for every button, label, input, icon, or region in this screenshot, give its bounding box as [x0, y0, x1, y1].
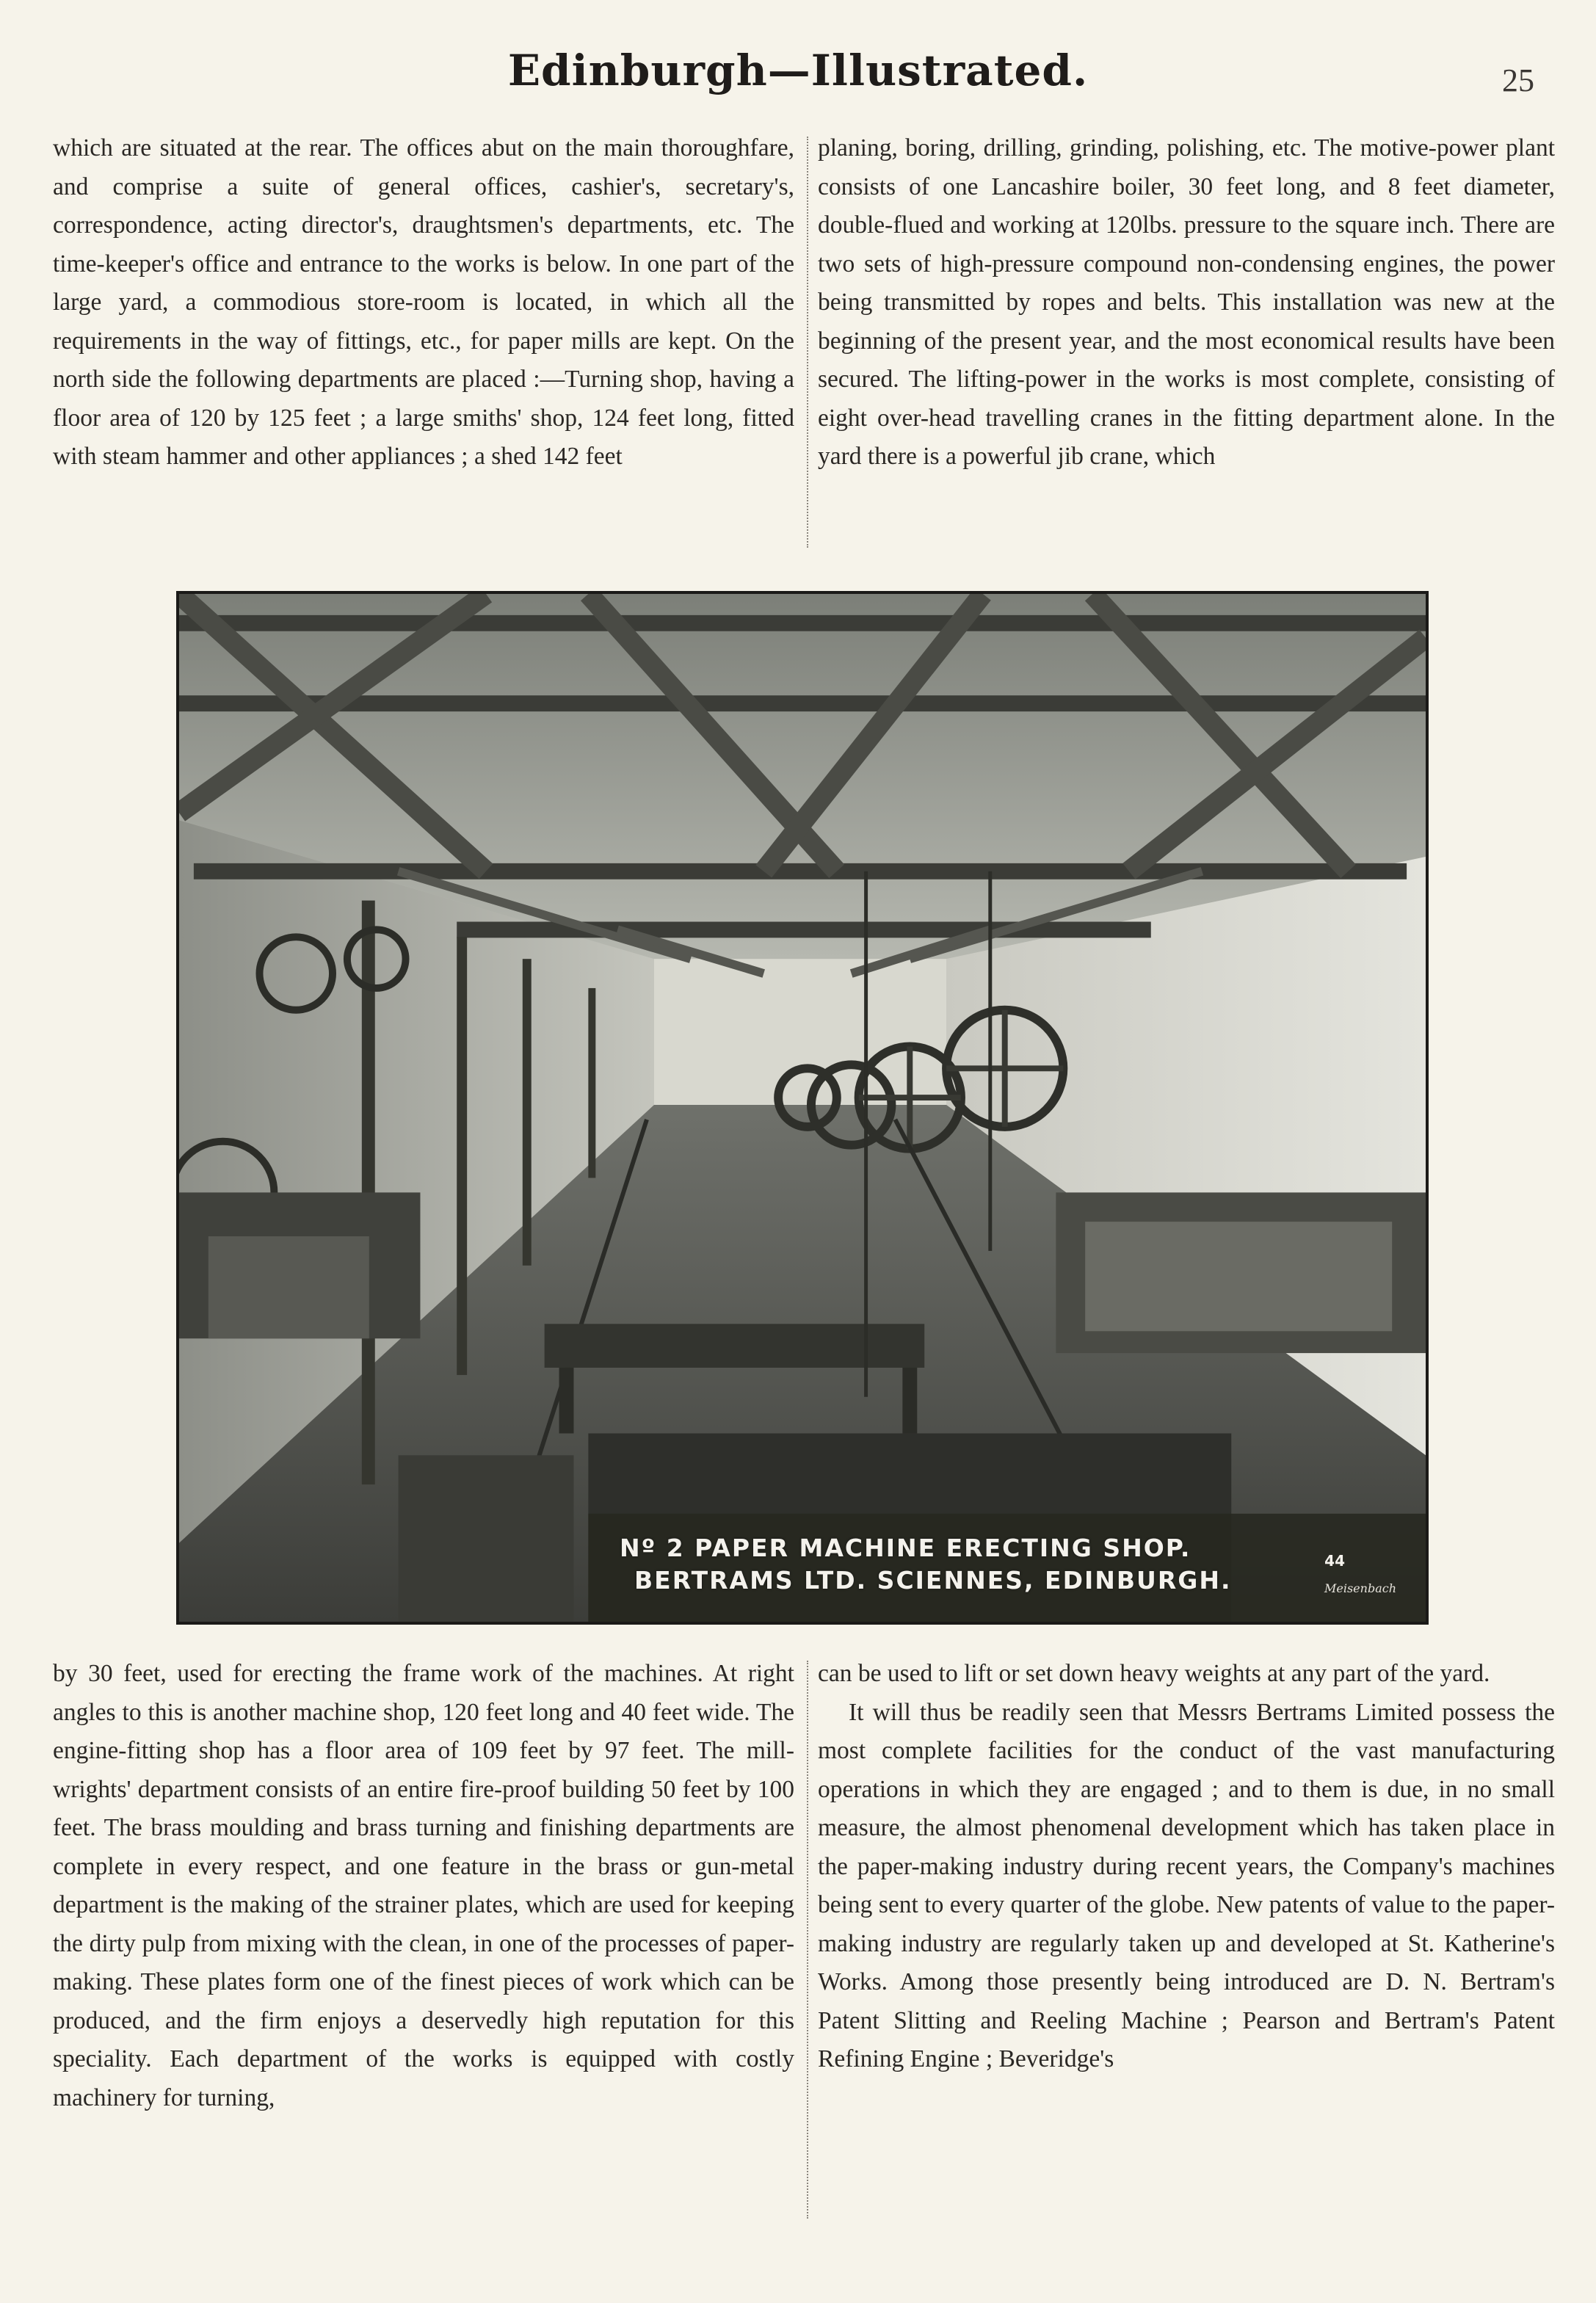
column-top-right	[818, 129, 1555, 476]
column-top-left	[53, 129, 794, 476]
page-number: 25	[1502, 62, 1534, 98]
paragraph: can be used to lift or set down heavy weights at any part of the yard.	[818, 1660, 1490, 1687]
workshop-photograph	[179, 594, 1426, 1622]
paragraph: which are situated at the rear. The offices abut on the main thoroughfare, and comprise a suite of general offices, cashier's, secretary's, correspondence, acting director's, draughtsmen's departments, etc. The time-keeper's office and entrance to the works is below. In one part of the large yard, a commodious store-room is located, in which all the requirements in the way of fittings, etc., for paper mills are kept. On the north side the following departments are placed :—Turning shop, having a floor area of 120 by 125 feet ; a large smiths' shop, 124 feet long, fitted with steam hammer and other appliances ; a shed 142 feet	[53, 134, 794, 470]
plate-number: 44	[1324, 1552, 1345, 1570]
illustration-plate	[176, 591, 1429, 1625]
column-bottom-right	[818, 1655, 1555, 2079]
paragraph: by 30 feet, used for erecting the frame work of the machines. At right angles to this is another machine shop, 120 feet long and 40 feet wide. The engine-fitting shop has a floor area of 109 feet by 97 feet. The mill-wrights' department consists of an entire fire-proof building 50 feet by 100 feet. The brass moulding and brass turning and finishing departments are complete in every respect, and one feature in the brass or gun-metal department is the making of the strainer plates, which are used for keeping the dirty pulp from mixing with the clean, in one of the processes of paper-making. These plates form one of the finest pieces of work which can be produced, and the firm enjoys a deservedly high reputation for this speciality. Each department of the works is equipped with costly machinery for turning,	[53, 1660, 794, 2111]
column-rule	[807, 1661, 808, 2219]
column-bottom-left	[53, 1655, 794, 2117]
engraver-signature: Meisenbach	[1324, 1581, 1396, 1595]
caption-line-1: Nº 2 PAPER MACHINE ERECTING SHOP.	[620, 1534, 1191, 1562]
caption-line-2: BERTRAMS LTD. SCIENNES, EDINBURGH.	[634, 1566, 1232, 1595]
running-title: Edinburgh—Illustrated.	[507, 46, 1089, 95]
paragraph: planing, boring, drilling, grinding, polishing, etc. The motive-power plant consists of one Lancashire boiler, 30 feet long, and 8 feet diameter, double-flued and working at 120lbs. pressure to the square inch. There are two sets of high-pressure compound non-condensing engines, the power being transmitted by ropes and belts. This installation was new at the beginning of the present year, and the most economical results have been secured. The lifting-power in the works is most complete, consisting of eight over-head travelling cranes in the fitting department alone. In the yard there is a powerful jib crane, which	[818, 134, 1555, 470]
paragraph: It will thus be readily seen that Messrs Bertrams Limited possess the most complete facilities for the conduct of the vast manufacturing operations in which they are engaged ; and to them is due, in no small measure, the almost phenomenal development which has taken place in the paper-making industry during recent years, the Company's machines being sent to every quarter of the globe. New patents of value to the paper-making industry are regularly taken up and developed at St. Katherine's Works. Among those presently being introduced are D. N. Bertram's Patent Slitting and Reeling Machine ; Pearson and Bertram's Patent Refining Engine ; Beveridge's	[818, 1698, 1555, 2072]
column-rule	[807, 137, 808, 548]
plate-caption	[620, 1532, 1339, 1597]
